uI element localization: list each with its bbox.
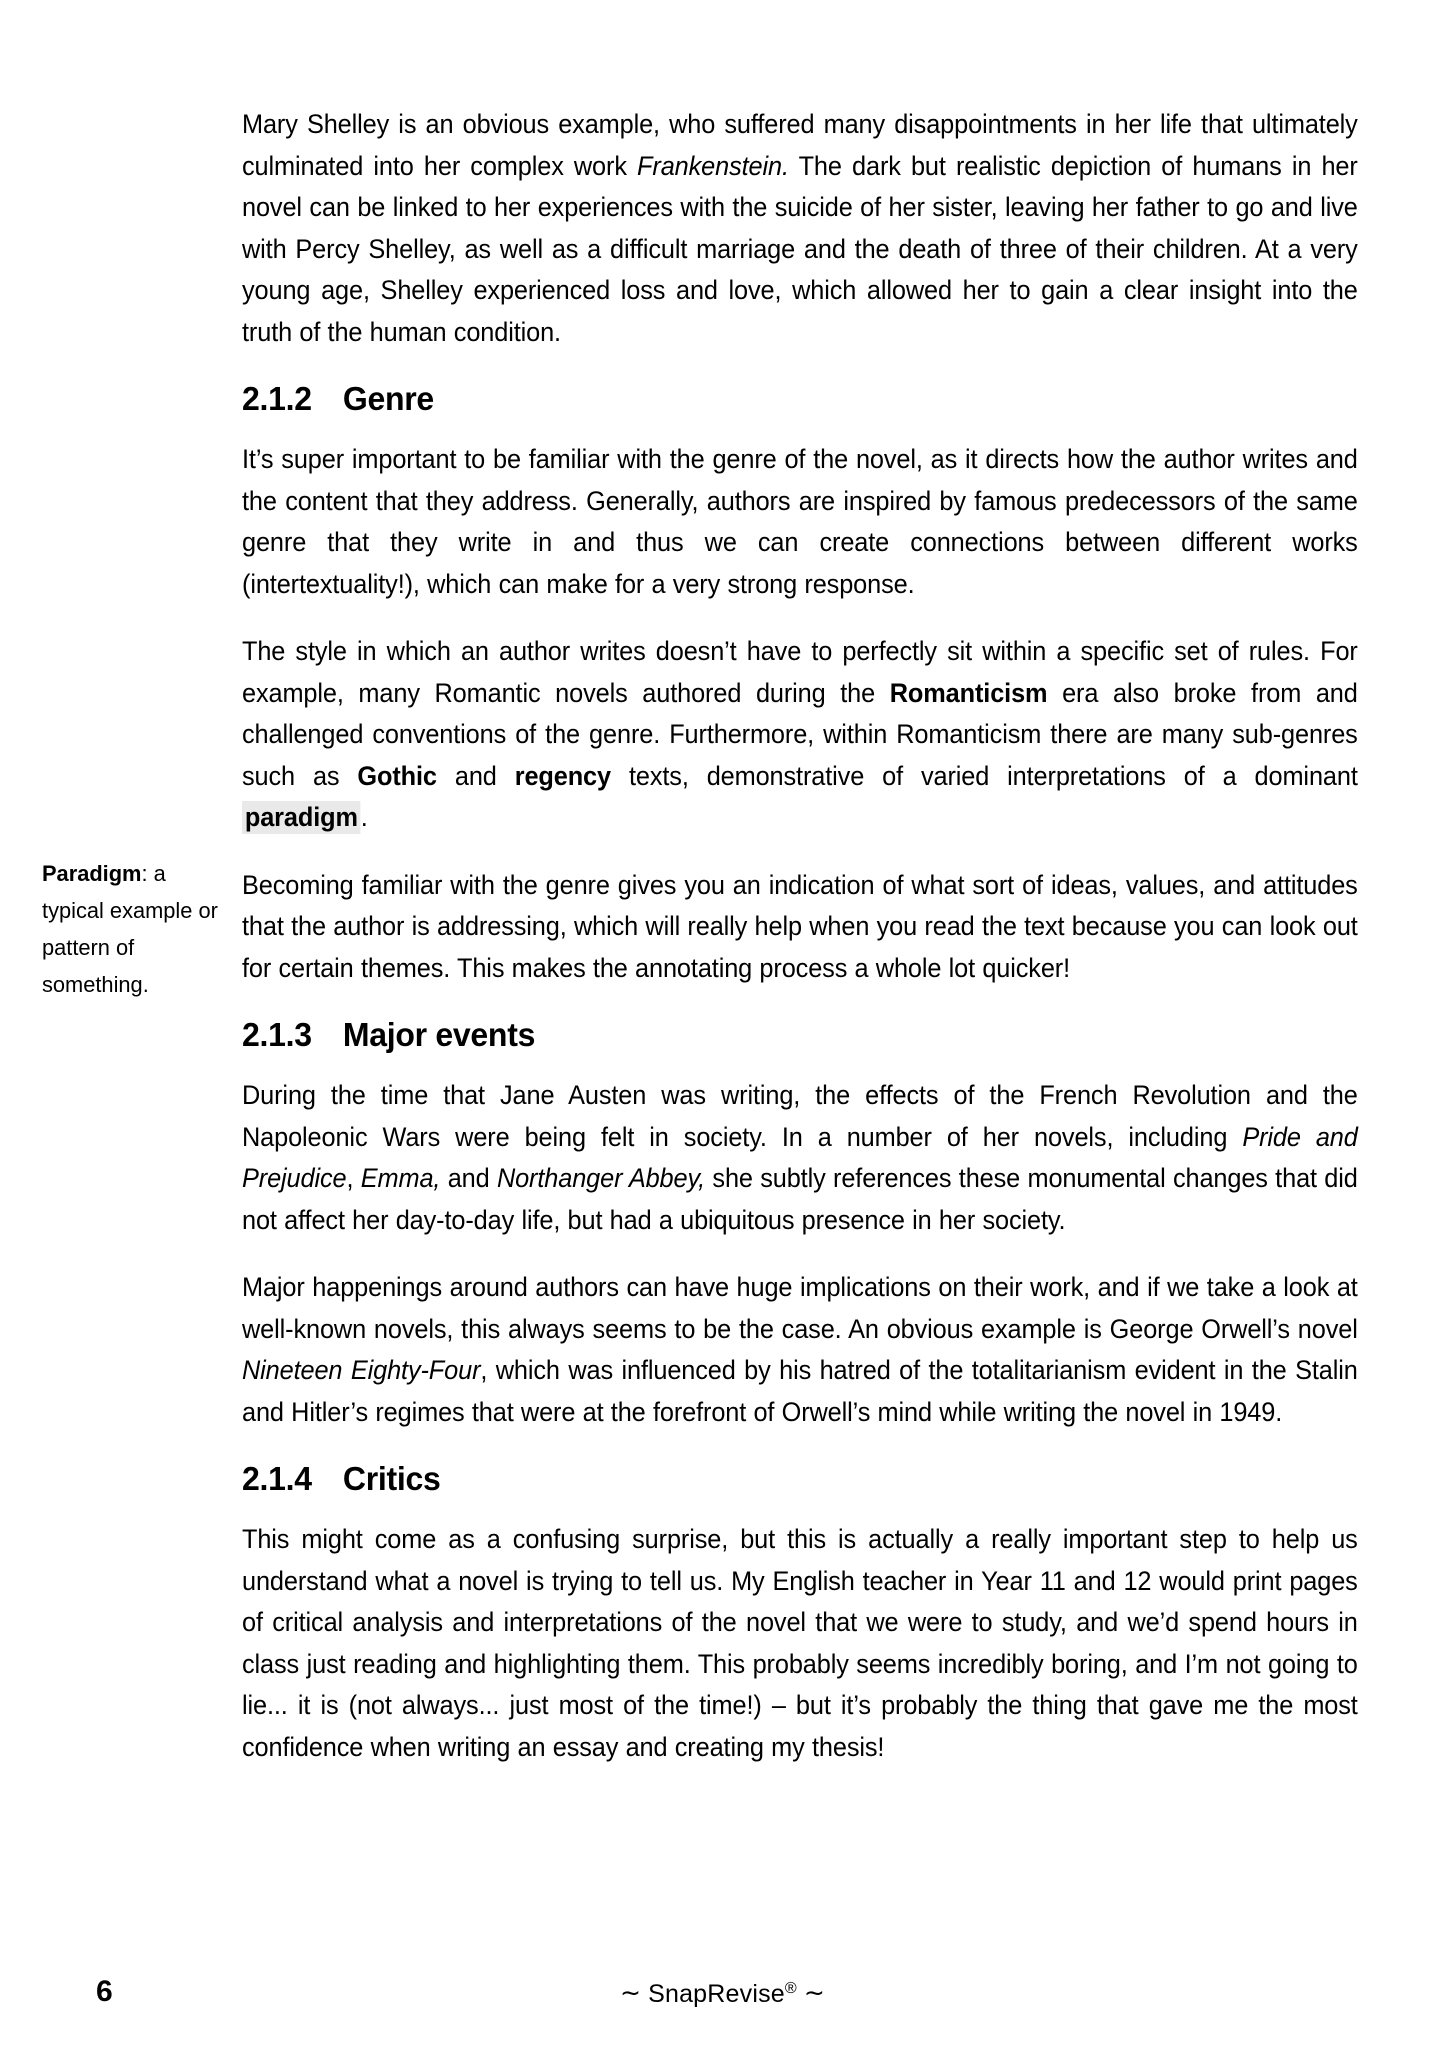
margin-note-definition: : a typical example or pattern of something. (42, 861, 218, 997)
footer-branding (0, 1978, 1445, 2009)
section-title: Major events (342, 1016, 536, 1053)
paragraph-text: she subtly references these monumental changes that did not affect her day-to-day life, but had a ubiquitous presence in her society. (242, 1163, 1358, 1235)
paragraph-genre-3: Becoming familiar with the genre gives you an indication of what sort of ideas, values, and attitudes that the author is addressing, which will really help when you read the text because you can look out for certain themes. This makes the annotating process a whole lot quicker! (242, 869, 1358, 983)
section-number: 2.1.3 (242, 1016, 312, 1053)
book-title-emma: Emma, (360, 1163, 441, 1193)
paragraph-text: Major happenings around authors can have huge implications on their work, and if we take a look at well-known novels, this always seems to be the case. An obvious example is George Orwell’s novel (242, 1272, 1358, 1344)
bold-term-gothic: Gothic (357, 760, 437, 791)
section-heading-critics (242, 1459, 1326, 1499)
paragraph-text: , (346, 1163, 361, 1193)
tilde-left-icon: ∼ (619, 1979, 642, 2007)
bold-term-regency: regency (514, 760, 611, 791)
paragraph-text: Mary Shelley is an obvious example, who suffered many disappointments in her life that ultimately culminated into her complex work (242, 109, 1358, 181)
registered-trademark-icon: ® (784, 1980, 797, 1997)
bold-term-romanticism: Romanticism (889, 677, 1048, 708)
book-title-nineteen-eighty-four: Nineteen Eighty-Four (242, 1355, 481, 1385)
highlighted-term-paradigm: paradigm (242, 801, 361, 834)
page-footer (0, 1975, 1445, 2035)
paragraph-text: The dark but realistic depiction of humans in her novel can be linked to her experiences with the suicide of her sister, leaving her father to go and live with Percy Shelley, as well as a difficult marriage and the death of three of their children. At a very young age, Shelley experienced loss and love, which allowed her to gain a clear insight into the truth of the human condition. (242, 150, 1358, 347)
book-title-frankenstein: Frankenstein. (637, 150, 789, 181)
book-title-northanger-abbey: Northanger Abbey, (496, 1163, 706, 1193)
paragraph-text: . (360, 802, 368, 832)
section-number: 2.1.2 (242, 380, 312, 417)
paragraph-mary-shelley (242, 104, 1358, 353)
paragraph-genre-1: It’s super important to be familiar with the genre of the novel, as it directs how the author writes and the content that they address. Generally, authors are inspired by famous predecessors of the same genre that they write in and thus we can create connections between different works (intertextuality!), which can make for a very strong response. (242, 444, 1358, 599)
brand-name: SnapRevise (648, 1980, 785, 2008)
paragraph-text: and (440, 1163, 497, 1193)
paragraph-text: texts, demonstrative of varied interpretations of a dominant (610, 760, 1358, 791)
paragraph-text: era also broke from and challenged conventions of the genre. Furthermore, within Romanticism there are many sub-genres such as (242, 677, 1358, 791)
page-number: 6 (96, 1975, 113, 2008)
book-title-pride-and-prejudice: Pride and Prejudice (242, 1121, 1358, 1193)
section-heading-genre (242, 379, 1326, 419)
margin-note-term: Paradigm (42, 861, 142, 886)
section-heading-major-events (242, 1015, 1326, 1055)
paragraph-text: The style in which an author writes doesn’t have to perfectly sit within a specific set of rules. For example, many Romantic novels authored during the (242, 636, 1358, 708)
paragraph-text: and (436, 760, 515, 791)
paragraph-text: , which was influenced by his hatred of the totalitarianism evident in the Stalin and Hitler’s regimes that were at the forefront of Orwell’s mind while writing the novel in 1949. (242, 1355, 1358, 1427)
page-content (242, 104, 1360, 1768)
paragraph-major-events-1 (242, 1075, 1358, 1241)
paragraph-major-events-2 (242, 1267, 1358, 1433)
section-number: 2.1.4 (242, 1460, 312, 1497)
tilde-right-icon: ∼ (803, 1979, 826, 2007)
margin-note-paradigm (42, 855, 221, 1003)
paragraph-critics-1: This might come as a confusing surprise, but this is actually a really important step to help us understand what a novel is trying to tell us. My English teacher in Year 11 and 12 would print pages of critical analysis and interpretations of the novel that we were to study, and we’d spend hours in class just reading and highlighting them. This probably seems incredibly boring, and I’m not going to lie... it is (not always... just most of the time!) – but it’s probably the thing that gave me the most confidence when writing an essay and creating my thesis! (242, 1524, 1358, 1762)
paragraph-genre-2 (242, 631, 1358, 839)
section-title: Critics (342, 1460, 441, 1497)
paragraph-text: During the time that Jane Austen was writing, the effects of the French Revolution and the Napoleonic Wars were being felt in society. In a number of her novels, including (242, 1080, 1358, 1152)
section-title: Genre (342, 380, 434, 417)
